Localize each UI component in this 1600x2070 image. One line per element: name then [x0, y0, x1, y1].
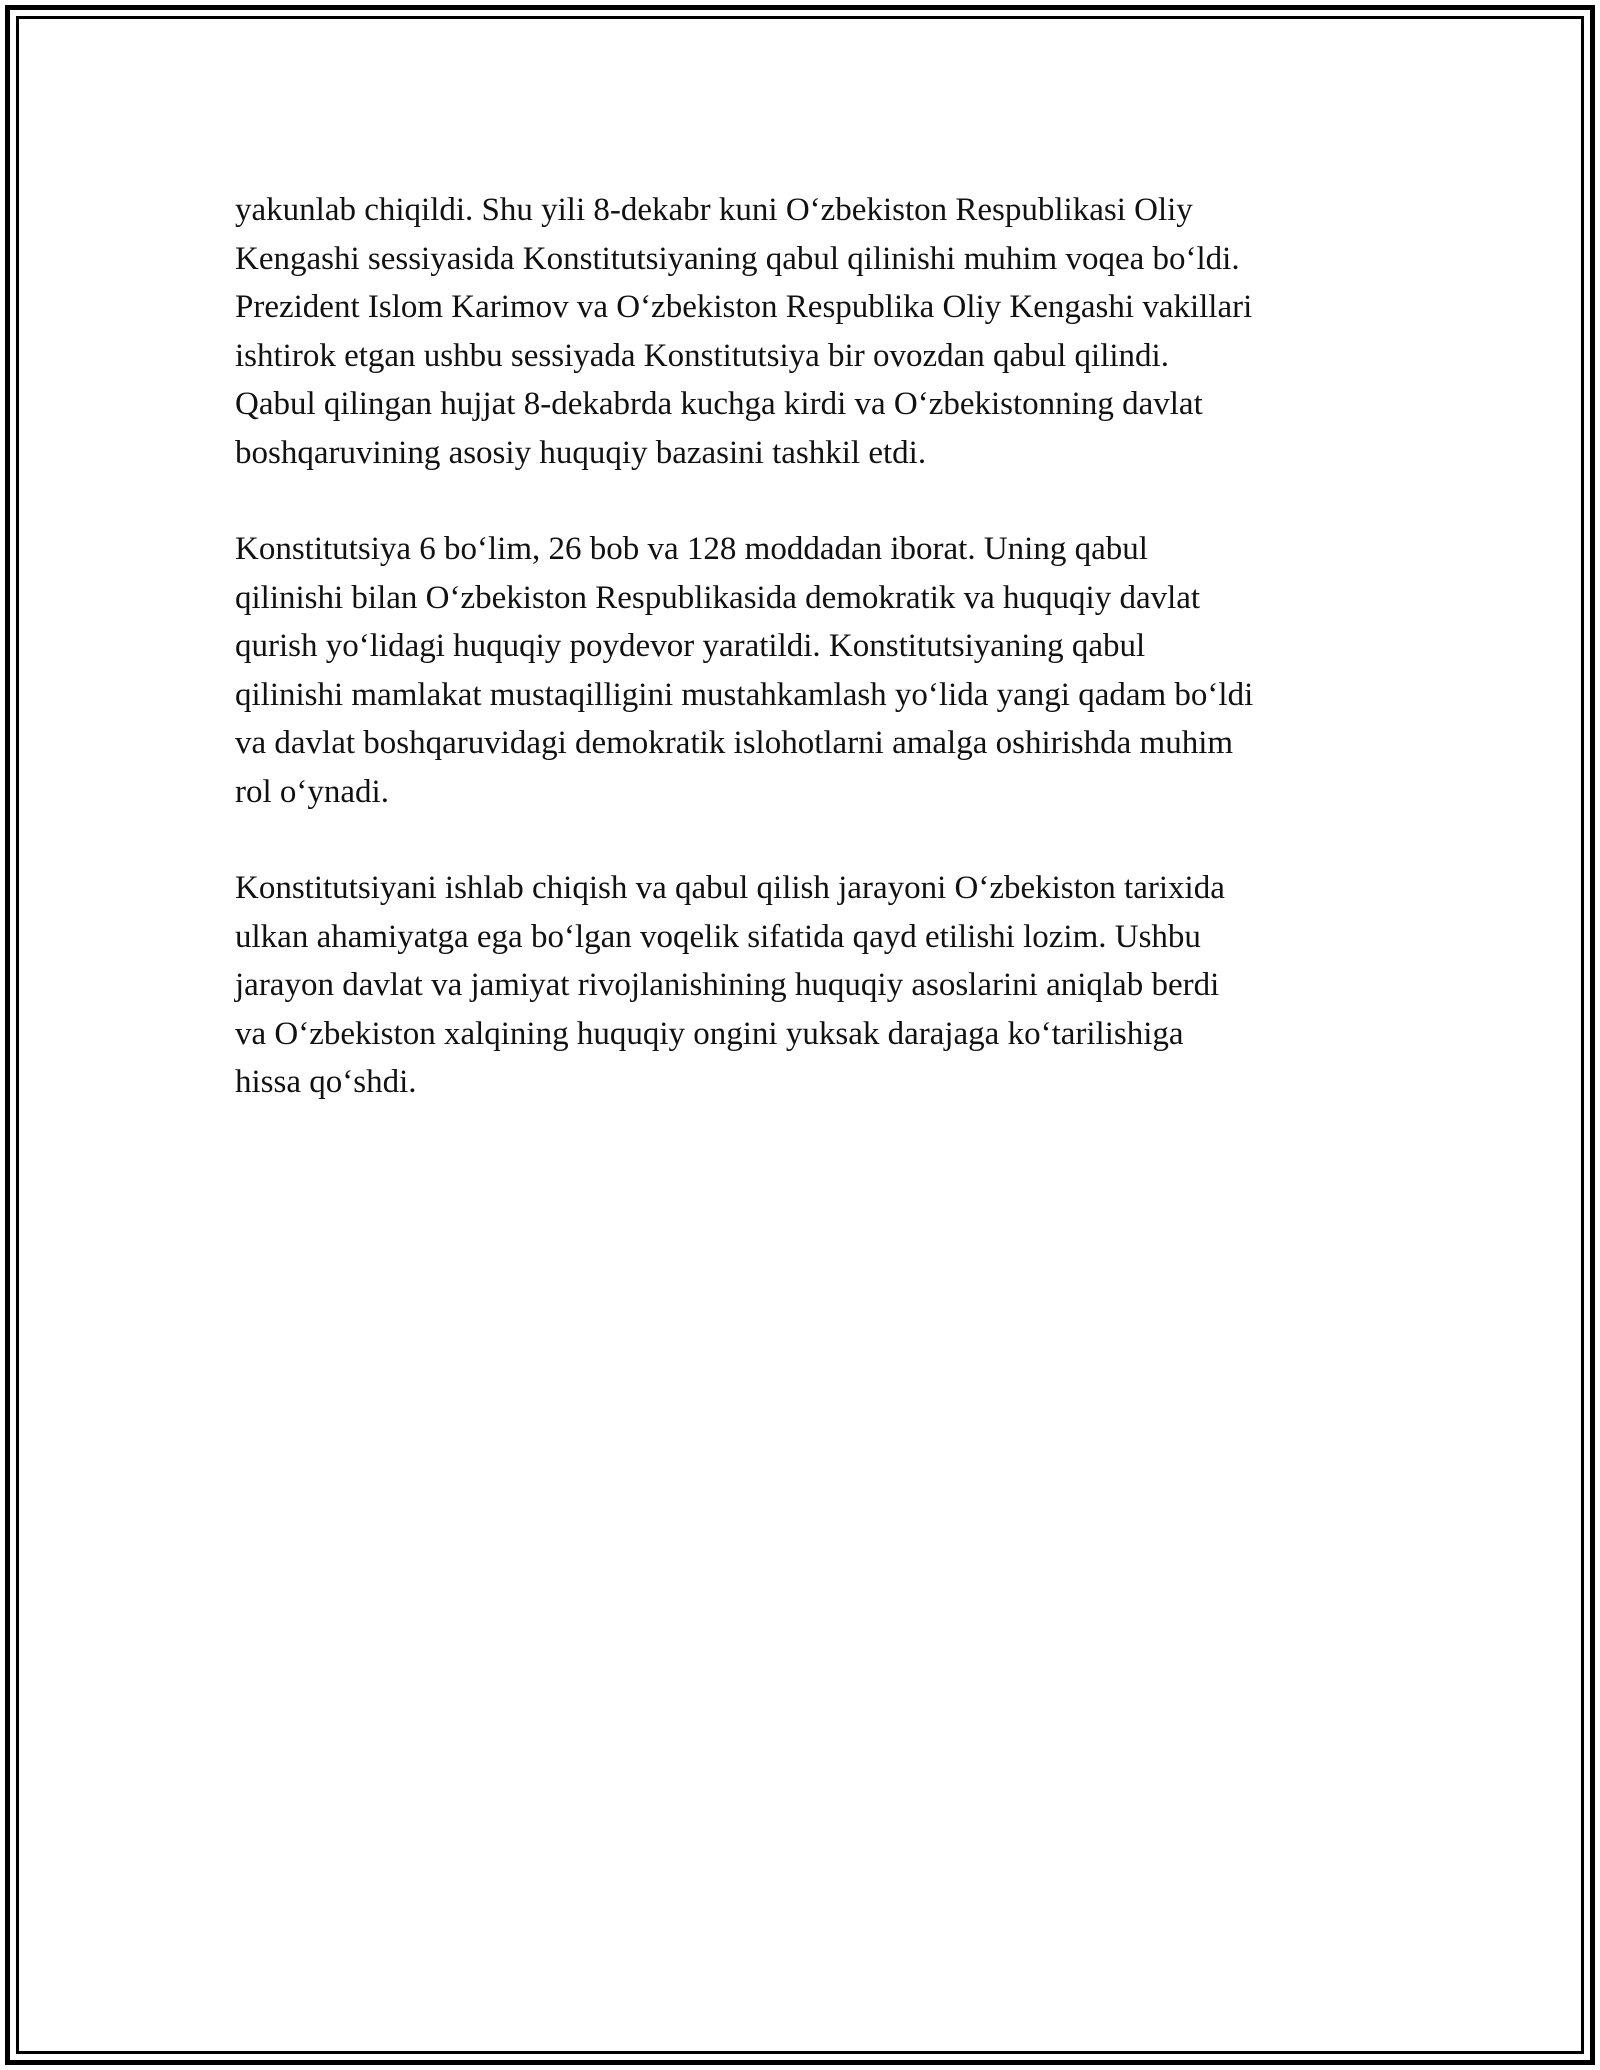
- text-line: qilinishi mamlakat mustaqilligini mustahkamlash yo‘lida yangi qadam bo‘ldi: [235, 676, 1254, 713]
- text-line: jarayon davlat va jamiyat rivojlanishining huquqiy asoslarini aniqlab berdi: [235, 967, 1220, 1003]
- text-line: ishtirok etgan ushbu sessiyada Konstitutsiya bir ovozdan qabul qilindi.: [235, 337, 1169, 374]
- paragraph-2: [235, 525, 1395, 816]
- text-line: Prezident Islom Karimov va O‘zbekiston Respublika Oliy Kengashi vakillari: [235, 289, 1253, 325]
- text-line: Konstitutsiyani ishlab chiqish va qabul qilish jarayoni O‘zbekiston tarixida: [235, 870, 1225, 906]
- paragraph-1: [235, 186, 1395, 477]
- text-line: Konstitutsiya 6 bo‘lim, 26 bob va 128 moddadan iborat. Uning qabul: [235, 531, 1148, 567]
- text-line: ulkan ahamiyatga ega bo‘lgan voqelik sifatida qayd etilishi lozim. Ushbu: [235, 918, 1201, 955]
- text-line: va davlat boshqaruvidagi demokratik islohotlarni amalga oshirishda muhim: [235, 725, 1234, 761]
- text-line: Kengashi sessiyasida Konstitutsiyaning qabul qilinishi muhim voqea bo‘ldi.: [235, 240, 1240, 277]
- text-line: Qabul qilingan hujjat 8-dekabrda kuchga kirdi va O‘zbekistonning davlat: [235, 386, 1203, 422]
- text-line: yakunlab chiqildi. Shu yili 8-dekabr kuni O‘zbekiston Respublikasi Oliy: [235, 192, 1193, 228]
- text-line: va O‘zbekiston xalqining huquqiy ongini yuksak darajaga ko‘tarilishiga: [235, 1015, 1184, 1052]
- text-line: qilinishi bilan O‘zbekiston Respublikasida demokratik va huquqiy davlat: [235, 579, 1201, 616]
- text-line: qurish yo‘lidagi huquqiy poydevor yaratildi. Konstitutsiyaning qabul: [235, 628, 1146, 664]
- text-line: rol o‘ynadi.: [235, 773, 389, 810]
- paragraph-3: [235, 864, 1395, 1107]
- text-line: boshqaruvining asosiy huquqiy bazasini tashkil etdi.: [235, 434, 927, 471]
- text-line: hissa qo‘shdi.: [235, 1064, 417, 1100]
- document-body: [235, 186, 1395, 1155]
